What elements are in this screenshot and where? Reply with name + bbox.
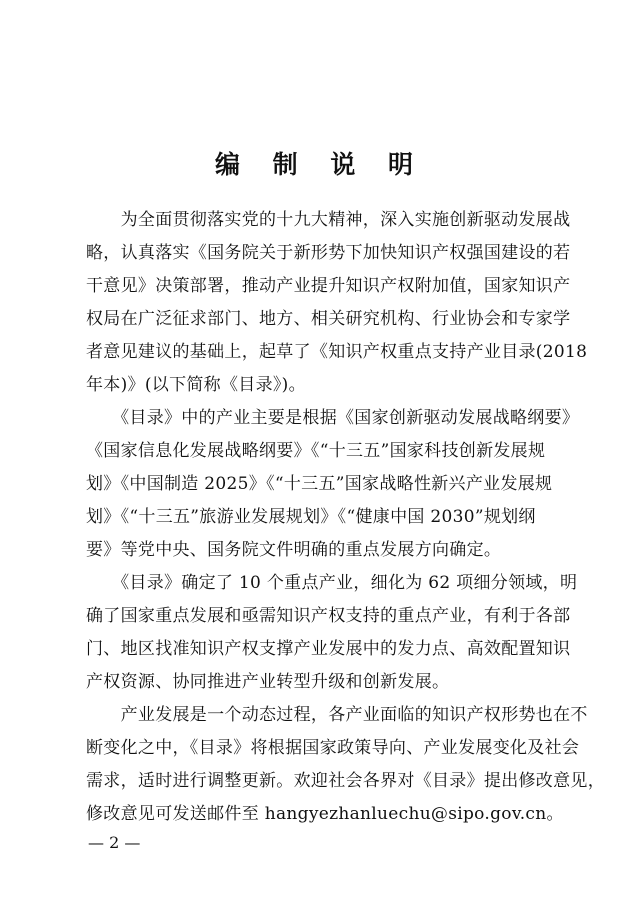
- body-line: 者意见建议的基础上，起草了《知识产权重点支持产业目录(2018: [86, 342, 588, 362]
- body-line: 《目录》中的产业主要是根据《国家创新驱动发展战略纲要》: [86, 408, 580, 428]
- body-line: 年本)》(以下简称《目录》)。: [86, 375, 306, 395]
- body-line: 略，认真落实《国务院关于新形势下加快知识产权强国建设的若: [86, 243, 571, 263]
- body-line: 产权资源、协同推进产业转型升级和创新发展。: [86, 672, 450, 692]
- body-line: 权局在广泛征求部门、地方、相关研究机构、行业协会和专家学: [86, 309, 571, 329]
- body-line: 《目录》确定了 10 个重点产业，细化为 62 项细分领域，明: [86, 573, 578, 593]
- body-line: 确了国家重点发展和亟需知识产权支持的重点产业，有利于各部: [86, 606, 571, 626]
- body-line: 断变化之中，《目录》将根据国家政策导向、产业发展变化及社会: [86, 738, 580, 758]
- body-line[interactable]: 修改意见可发送邮件至 hangyezhanluechu@sipo.gov.cn。: [86, 804, 564, 824]
- body-line: 《国家信息化发展战略纲要》《“十三五”国家科技创新发展规: [86, 441, 546, 461]
- body-line: 为全面贯彻落实党的十九大精神，深入实施创新驱动发展战: [86, 210, 571, 230]
- body-line: 产业发展是一个动态过程，各产业面临的知识产权形势也在不: [86, 705, 588, 725]
- page-number: — 2 —: [88, 833, 141, 852]
- page-title: 编 制 说 明: [214, 150, 426, 179]
- body-line: 要》等党中央、国务院文件明确的重点发展方向确定。: [86, 540, 502, 560]
- body-line: 干意见》决策部署，推动产业提升知识产权附加值，国家知识产: [86, 276, 571, 296]
- body-line: 需求，适时进行调整更新。欢迎社会各界对《目录》提出修改意见，: [86, 771, 605, 791]
- body-line: 门、地区找准知识产权支撑产业发展中的发力点、高效配置知识: [86, 639, 571, 659]
- body-line: 划》《“十三五”旅游业发展规划》《“健康中国 2030”规划纲: [86, 507, 536, 527]
- body-line: 划》《中国制造 2025》《“十三五”国家战略性新兴产业发展规: [86, 474, 553, 494]
